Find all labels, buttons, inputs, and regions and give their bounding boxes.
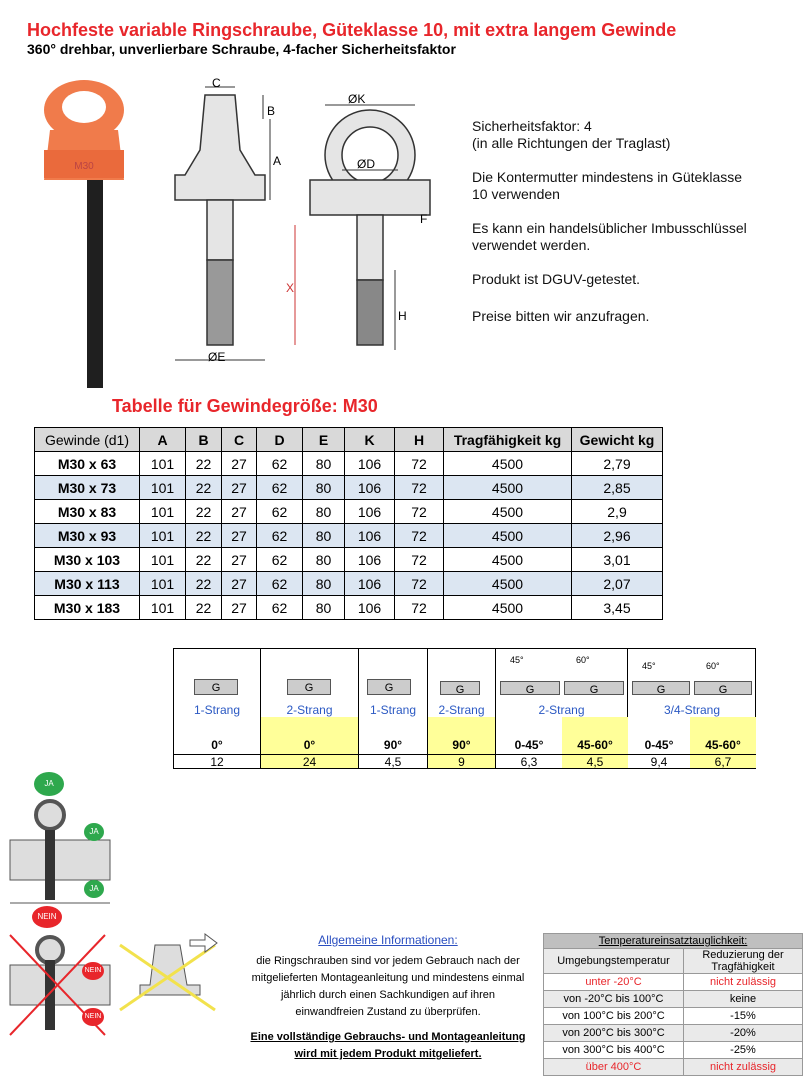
g-block: G bbox=[564, 681, 624, 695]
table-title: Tabelle für Gewindegröße: M30 bbox=[112, 396, 378, 416]
photo-eye bbox=[44, 80, 124, 180]
svg-text:F: F bbox=[420, 212, 428, 226]
load-value: 12 bbox=[174, 754, 260, 768]
load-chart bbox=[173, 648, 756, 769]
table-cell: 2,9 bbox=[572, 500, 663, 524]
table-cell: 2,85 bbox=[572, 476, 663, 500]
temperature-cell: keine bbox=[684, 991, 803, 1008]
svg-text:ØK: ØK bbox=[348, 92, 366, 106]
table-cell: 27 bbox=[222, 548, 257, 572]
table-cell: 101 bbox=[140, 452, 186, 476]
info-line: (in alle Richtungen der Traglast) bbox=[472, 135, 671, 151]
temperature-cell: nicht zulässig bbox=[684, 1059, 803, 1076]
table-cell: 101 bbox=[140, 524, 186, 548]
table-row bbox=[35, 524, 663, 548]
temperature-col2: Reduzierung der Tragfähigkeit bbox=[684, 949, 803, 974]
g-block: G bbox=[440, 681, 480, 695]
th-d: D bbox=[257, 428, 303, 452]
table-cell: 27 bbox=[222, 572, 257, 596]
table-cell: 80 bbox=[303, 452, 345, 476]
load-value: 6,3 bbox=[496, 754, 562, 768]
info-line: verwendet werden. bbox=[472, 237, 591, 253]
ja-badge: JA bbox=[34, 772, 64, 796]
table-cell: 80 bbox=[303, 548, 345, 572]
general-info-line: die Ringschrauben sind vor jedem Gebrauch nach der bbox=[256, 955, 520, 967]
angle-label: 45-60° bbox=[577, 738, 613, 752]
table-row bbox=[35, 596, 663, 620]
product-info bbox=[472, 118, 747, 342]
table-cell: 62 bbox=[257, 452, 303, 476]
table-cell: 4500 bbox=[444, 476, 572, 500]
table-cell: 62 bbox=[257, 596, 303, 620]
table-cell: 80 bbox=[303, 524, 345, 548]
table-cell: 62 bbox=[257, 524, 303, 548]
table-cell: 80 bbox=[303, 596, 345, 620]
g-block: G bbox=[367, 679, 411, 695]
svg-text:A: A bbox=[273, 154, 282, 168]
svg-text:M30: M30 bbox=[74, 161, 94, 172]
g-block: G bbox=[632, 681, 690, 695]
table-cell: 22 bbox=[186, 548, 222, 572]
table-cell: 27 bbox=[222, 452, 257, 476]
table-cell: 106 bbox=[345, 596, 395, 620]
info-line: Preise bitten wir anzufragen. bbox=[472, 308, 650, 324]
temperature-cell: von 200°C bis 300°C bbox=[544, 1025, 684, 1042]
general-info-line: jährlich durch einen Sachkundigen auf ihren bbox=[280, 989, 496, 1001]
th-a: A bbox=[140, 428, 186, 452]
table-cell: 4500 bbox=[444, 572, 572, 596]
load-value: 9 bbox=[428, 754, 495, 768]
table-cell: 101 bbox=[140, 500, 186, 524]
angle-mark: 60° bbox=[706, 661, 720, 671]
info-line: Sicherheitsfaktor: 4 bbox=[472, 118, 592, 134]
angle-label: 45-60° bbox=[705, 738, 741, 752]
table-cell: 106 bbox=[345, 476, 395, 500]
temperature-row bbox=[544, 1042, 803, 1059]
load-col-6 bbox=[628, 649, 756, 768]
table-row bbox=[35, 500, 663, 524]
table-cell: 106 bbox=[345, 548, 395, 572]
temperature-col1: Umgebungstemperatur bbox=[544, 949, 684, 974]
table-cell: 62 bbox=[257, 500, 303, 524]
strang-label: 1-Strang bbox=[369, 703, 417, 717]
th-tragfaehigkeit: Tragfähigkeit kg bbox=[444, 428, 572, 452]
g-block: G bbox=[694, 681, 752, 695]
info-line: Es kann ein handelsüblicher Imbusschlüssel bbox=[472, 220, 747, 236]
table-cell: 4500 bbox=[444, 596, 572, 620]
table-cell: 72 bbox=[395, 476, 444, 500]
svg-text:ØE: ØE bbox=[208, 350, 226, 364]
table-cell: 22 bbox=[186, 572, 222, 596]
general-info-note: Eine vollständige Gebrauchs- und Montageanleitung bbox=[250, 1031, 526, 1043]
angle-label: 90° bbox=[452, 738, 471, 752]
th-gewinde: Gewinde (d1) bbox=[35, 428, 140, 452]
table-cell: M30 x 73 bbox=[35, 476, 140, 500]
page-subtitle: 360° drehbar, unverlierbare Schraube, 4-facher Sicherheitsfaktor bbox=[27, 41, 456, 57]
table-cell: 2,07 bbox=[572, 572, 663, 596]
info-line: Produkt ist DGUV-getestet. bbox=[472, 271, 641, 287]
table-cell: 72 bbox=[395, 452, 444, 476]
temperature-cell: unter -20°C bbox=[544, 974, 684, 991]
load-value: 4,5 bbox=[562, 754, 628, 768]
table-cell: 80 bbox=[303, 572, 345, 596]
general-info-heading: Allgemeine Informationen: bbox=[318, 933, 458, 947]
th-h: H bbox=[395, 428, 444, 452]
table-cell: 22 bbox=[186, 500, 222, 524]
temperature-cell: von 100°C bis 200°C bbox=[544, 1008, 684, 1025]
table-row bbox=[35, 452, 663, 476]
g-block: G bbox=[500, 681, 560, 695]
th-c: C bbox=[222, 428, 257, 452]
th-e: E bbox=[303, 428, 345, 452]
table-cell: 27 bbox=[222, 596, 257, 620]
photo-bolt bbox=[87, 170, 103, 388]
table-cell: 101 bbox=[140, 548, 186, 572]
general-info-note: wird mit jedem Produkt mitgeliefert. bbox=[294, 1048, 482, 1060]
th-b: B bbox=[186, 428, 222, 452]
info-line: 10 verwenden bbox=[472, 186, 560, 202]
table-cell: M30 x 93 bbox=[35, 524, 140, 548]
product-photo bbox=[24, 70, 144, 390]
table-cell: 4500 bbox=[444, 548, 572, 572]
table-cell: 22 bbox=[186, 452, 222, 476]
strang-label: 1-Strang bbox=[193, 703, 241, 717]
angle-label: 0° bbox=[303, 738, 316, 752]
table-cell: 4500 bbox=[444, 452, 572, 476]
table-cell: 3,01 bbox=[572, 548, 663, 572]
table-cell: 106 bbox=[345, 572, 395, 596]
table-cell: 62 bbox=[257, 548, 303, 572]
svg-text:H: H bbox=[398, 309, 407, 323]
load-value: 9,4 bbox=[628, 754, 690, 768]
table-cell: M30 x 113 bbox=[35, 572, 140, 596]
angle-label: 90° bbox=[383, 738, 403, 752]
load-col-2 bbox=[261, 649, 359, 768]
table-cell: 101 bbox=[140, 476, 186, 500]
temperature-cell: -25% bbox=[684, 1042, 803, 1059]
table-cell: 72 bbox=[395, 524, 444, 548]
table-cell: 22 bbox=[186, 596, 222, 620]
temperature-row bbox=[544, 991, 803, 1008]
table-cell: 72 bbox=[395, 548, 444, 572]
table-row bbox=[35, 476, 663, 500]
svg-text:ØD: ØD bbox=[357, 157, 375, 171]
table-cell: M30 x 63 bbox=[35, 452, 140, 476]
temperature-cell: von 300°C bis 400°C bbox=[544, 1042, 684, 1059]
strang-label: 2-Strang bbox=[438, 703, 485, 717]
table-cell: 2,96 bbox=[572, 524, 663, 548]
load-value: 4,5 bbox=[359, 754, 427, 768]
table-cell: 62 bbox=[257, 572, 303, 596]
table-row bbox=[35, 572, 663, 596]
load-col-3 bbox=[359, 649, 428, 768]
load-value: 6,7 bbox=[690, 754, 756, 768]
angle-mark: 45° bbox=[510, 655, 524, 665]
temperature-cell: von -20°C bis 100°C bbox=[544, 991, 684, 1008]
svg-text:C: C bbox=[212, 76, 221, 90]
th-gewicht: Gewicht kg bbox=[572, 428, 663, 452]
angle-label: 0° bbox=[211, 738, 223, 752]
ja-badge: JA bbox=[84, 823, 104, 841]
table-cell: 4500 bbox=[444, 524, 572, 548]
strang-label: 3/4-Strang bbox=[663, 703, 721, 717]
table-cell: 4500 bbox=[444, 500, 572, 524]
load-col-1 bbox=[174, 649, 261, 768]
table-cell: 101 bbox=[140, 596, 186, 620]
table-cell: 80 bbox=[303, 500, 345, 524]
table-cell: 80 bbox=[303, 476, 345, 500]
table-header-row bbox=[35, 428, 663, 452]
general-info-line: mitgelieferten Montageanleitung und mindestens einmal bbox=[251, 972, 525, 984]
general-info-line: einwandfreien Zustand zu überprüfen. bbox=[295, 1006, 481, 1018]
nein-badge: NEIN bbox=[32, 906, 62, 928]
table-cell: 62 bbox=[257, 476, 303, 500]
page-title: Hochfeste variable Ringschraube, Güteklasse 10, mit extra langem Gewinde bbox=[27, 20, 677, 40]
temperature-row bbox=[544, 1059, 803, 1076]
temperature-cell: nicht zulässig bbox=[684, 974, 803, 991]
info-line: Die Kontermutter mindestens in Güteklasse bbox=[472, 169, 743, 185]
table-cell: 72 bbox=[395, 500, 444, 524]
table-row bbox=[35, 548, 663, 572]
angle-mark: 60° bbox=[576, 655, 590, 665]
temperature-table bbox=[543, 933, 803, 1076]
nein-badge: NEIN bbox=[82, 1008, 104, 1026]
table-cell: 72 bbox=[395, 572, 444, 596]
table-cell: M30 x 183 bbox=[35, 596, 140, 620]
load-col-4 bbox=[428, 649, 496, 768]
spec-table bbox=[34, 427, 663, 620]
table-cell: 22 bbox=[186, 476, 222, 500]
nein-badge: NEIN bbox=[82, 962, 104, 980]
table-cell: 2,79 bbox=[572, 452, 663, 476]
temperature-cell: über 400°C bbox=[544, 1059, 684, 1076]
load-value: 24 bbox=[261, 754, 358, 768]
table-cell: 27 bbox=[222, 524, 257, 548]
table-cell: 106 bbox=[345, 500, 395, 524]
temperature-row bbox=[544, 1008, 803, 1025]
g-block: G bbox=[287, 679, 331, 695]
technical-drawing bbox=[160, 75, 460, 375]
table-cell: 27 bbox=[222, 476, 257, 500]
g-block: G bbox=[194, 679, 238, 695]
temperature-cell: -20% bbox=[684, 1025, 803, 1042]
angle-label: 0-45° bbox=[644, 738, 674, 752]
th-k: K bbox=[345, 428, 395, 452]
strang-label: 2-Strang bbox=[286, 703, 333, 717]
table-cell: 106 bbox=[345, 452, 395, 476]
table-cell: M30 x 83 bbox=[35, 500, 140, 524]
ja-badge: JA bbox=[84, 880, 104, 898]
general-info bbox=[243, 932, 533, 1063]
table-cell: 3,45 bbox=[572, 596, 663, 620]
table-cell: 72 bbox=[395, 596, 444, 620]
table-cell: 27 bbox=[222, 500, 257, 524]
temperature-title: Temperatureinsatztauglichkeit: bbox=[544, 934, 803, 949]
table-cell: 106 bbox=[345, 524, 395, 548]
temperature-row bbox=[544, 1025, 803, 1042]
svg-text:B: B bbox=[267, 104, 276, 118]
strang-label: 2-Strang bbox=[538, 703, 585, 717]
svg-text:X: X bbox=[286, 281, 295, 295]
table-cell: M30 x 103 bbox=[35, 548, 140, 572]
temperature-row bbox=[544, 974, 803, 991]
load-col-5 bbox=[496, 649, 628, 768]
table-cell: 22 bbox=[186, 524, 222, 548]
angle-label: 0-45° bbox=[514, 738, 544, 752]
temperature-cell: -15% bbox=[684, 1008, 803, 1025]
table-cell: 101 bbox=[140, 572, 186, 596]
angle-mark: 45° bbox=[642, 661, 656, 671]
